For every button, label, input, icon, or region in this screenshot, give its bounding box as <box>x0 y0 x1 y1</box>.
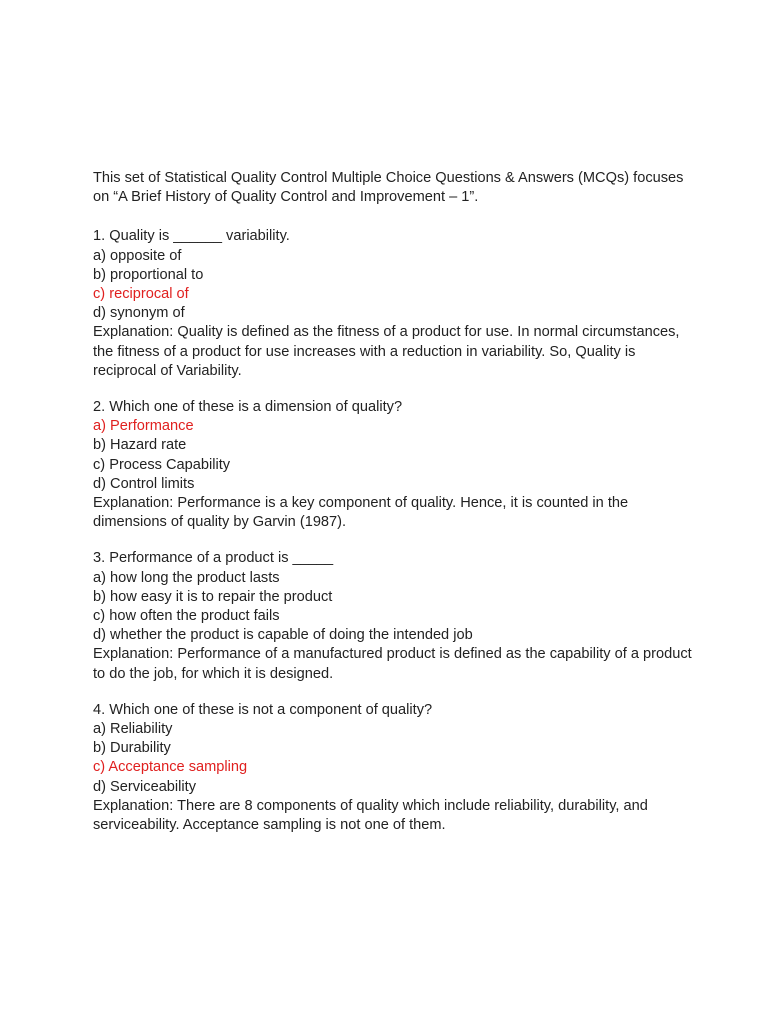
option-c-correct-answer: c) Acceptance sampling <box>93 759 248 776</box>
question-block-3 <box>93 549 696 683</box>
question-text: 2. Which one of these is a dimension of quality? <box>93 399 403 416</box>
option-a: a) how long the product lasts <box>93 569 280 586</box>
option-b: b) proportional to <box>93 266 204 283</box>
option-b: b) Hazard rate <box>93 437 187 454</box>
option-b: b) how easy it is to repair the product <box>93 588 333 605</box>
option-a-correct-answer: a) Performance <box>93 418 194 435</box>
option-a: a) opposite of <box>93 247 182 264</box>
option-b: b) Durability <box>93 740 171 757</box>
explanation-text: Explanation: There are 8 components of quality which include reliability, durability, and serviceability. Acceptance sampling is not one of them. <box>93 797 652 834</box>
question-text: 1. Quality is ______ variability. <box>93 228 290 245</box>
option-d: d) synonym of <box>93 305 185 322</box>
question-text: 3. Performance of a product is _____ <box>93 550 334 567</box>
explanation-text: Explanation: Performance is a key component of quality. Hence, it is counted in the dimensions of quality by Garvin (1987). <box>93 495 633 531</box>
question-block-4 <box>93 701 693 835</box>
option-d: d) whether the product is capable of doing the intended job <box>93 627 473 644</box>
option-c: c) Process Capability <box>93 456 231 473</box>
question-block-2 <box>93 398 693 532</box>
explanation-text: Explanation: Quality is defined as the fitness of a product for use. In normal circumstances, the fitness of a product for use increases with a reduction in variability. So, Quality is reciprocal of Variability. <box>93 324 684 379</box>
option-d: d) Control limits <box>93 475 195 492</box>
question-block-1 <box>93 227 693 381</box>
option-a: a) Reliability <box>93 721 173 738</box>
intro-paragraph: This set of Statistical Quality Control Multiple Choice Questions & Answers (MCQs) focuses on “A Brief History of Quality Control and Improvement – 1”. <box>93 170 684 206</box>
option-c: c) how often the product fails <box>93 608 280 625</box>
explanation-text: Explanation: Performance of a manufactured product is defined as the capability of a product to do the job, for which it is designed. <box>93 646 696 682</box>
question-text: 4. Which one of these is not a component of quality? <box>93 701 433 718</box>
option-c-correct-answer: c) reciprocal of <box>93 286 189 303</box>
document-body <box>93 169 696 852</box>
option-d: d) Serviceability <box>93 778 197 795</box>
